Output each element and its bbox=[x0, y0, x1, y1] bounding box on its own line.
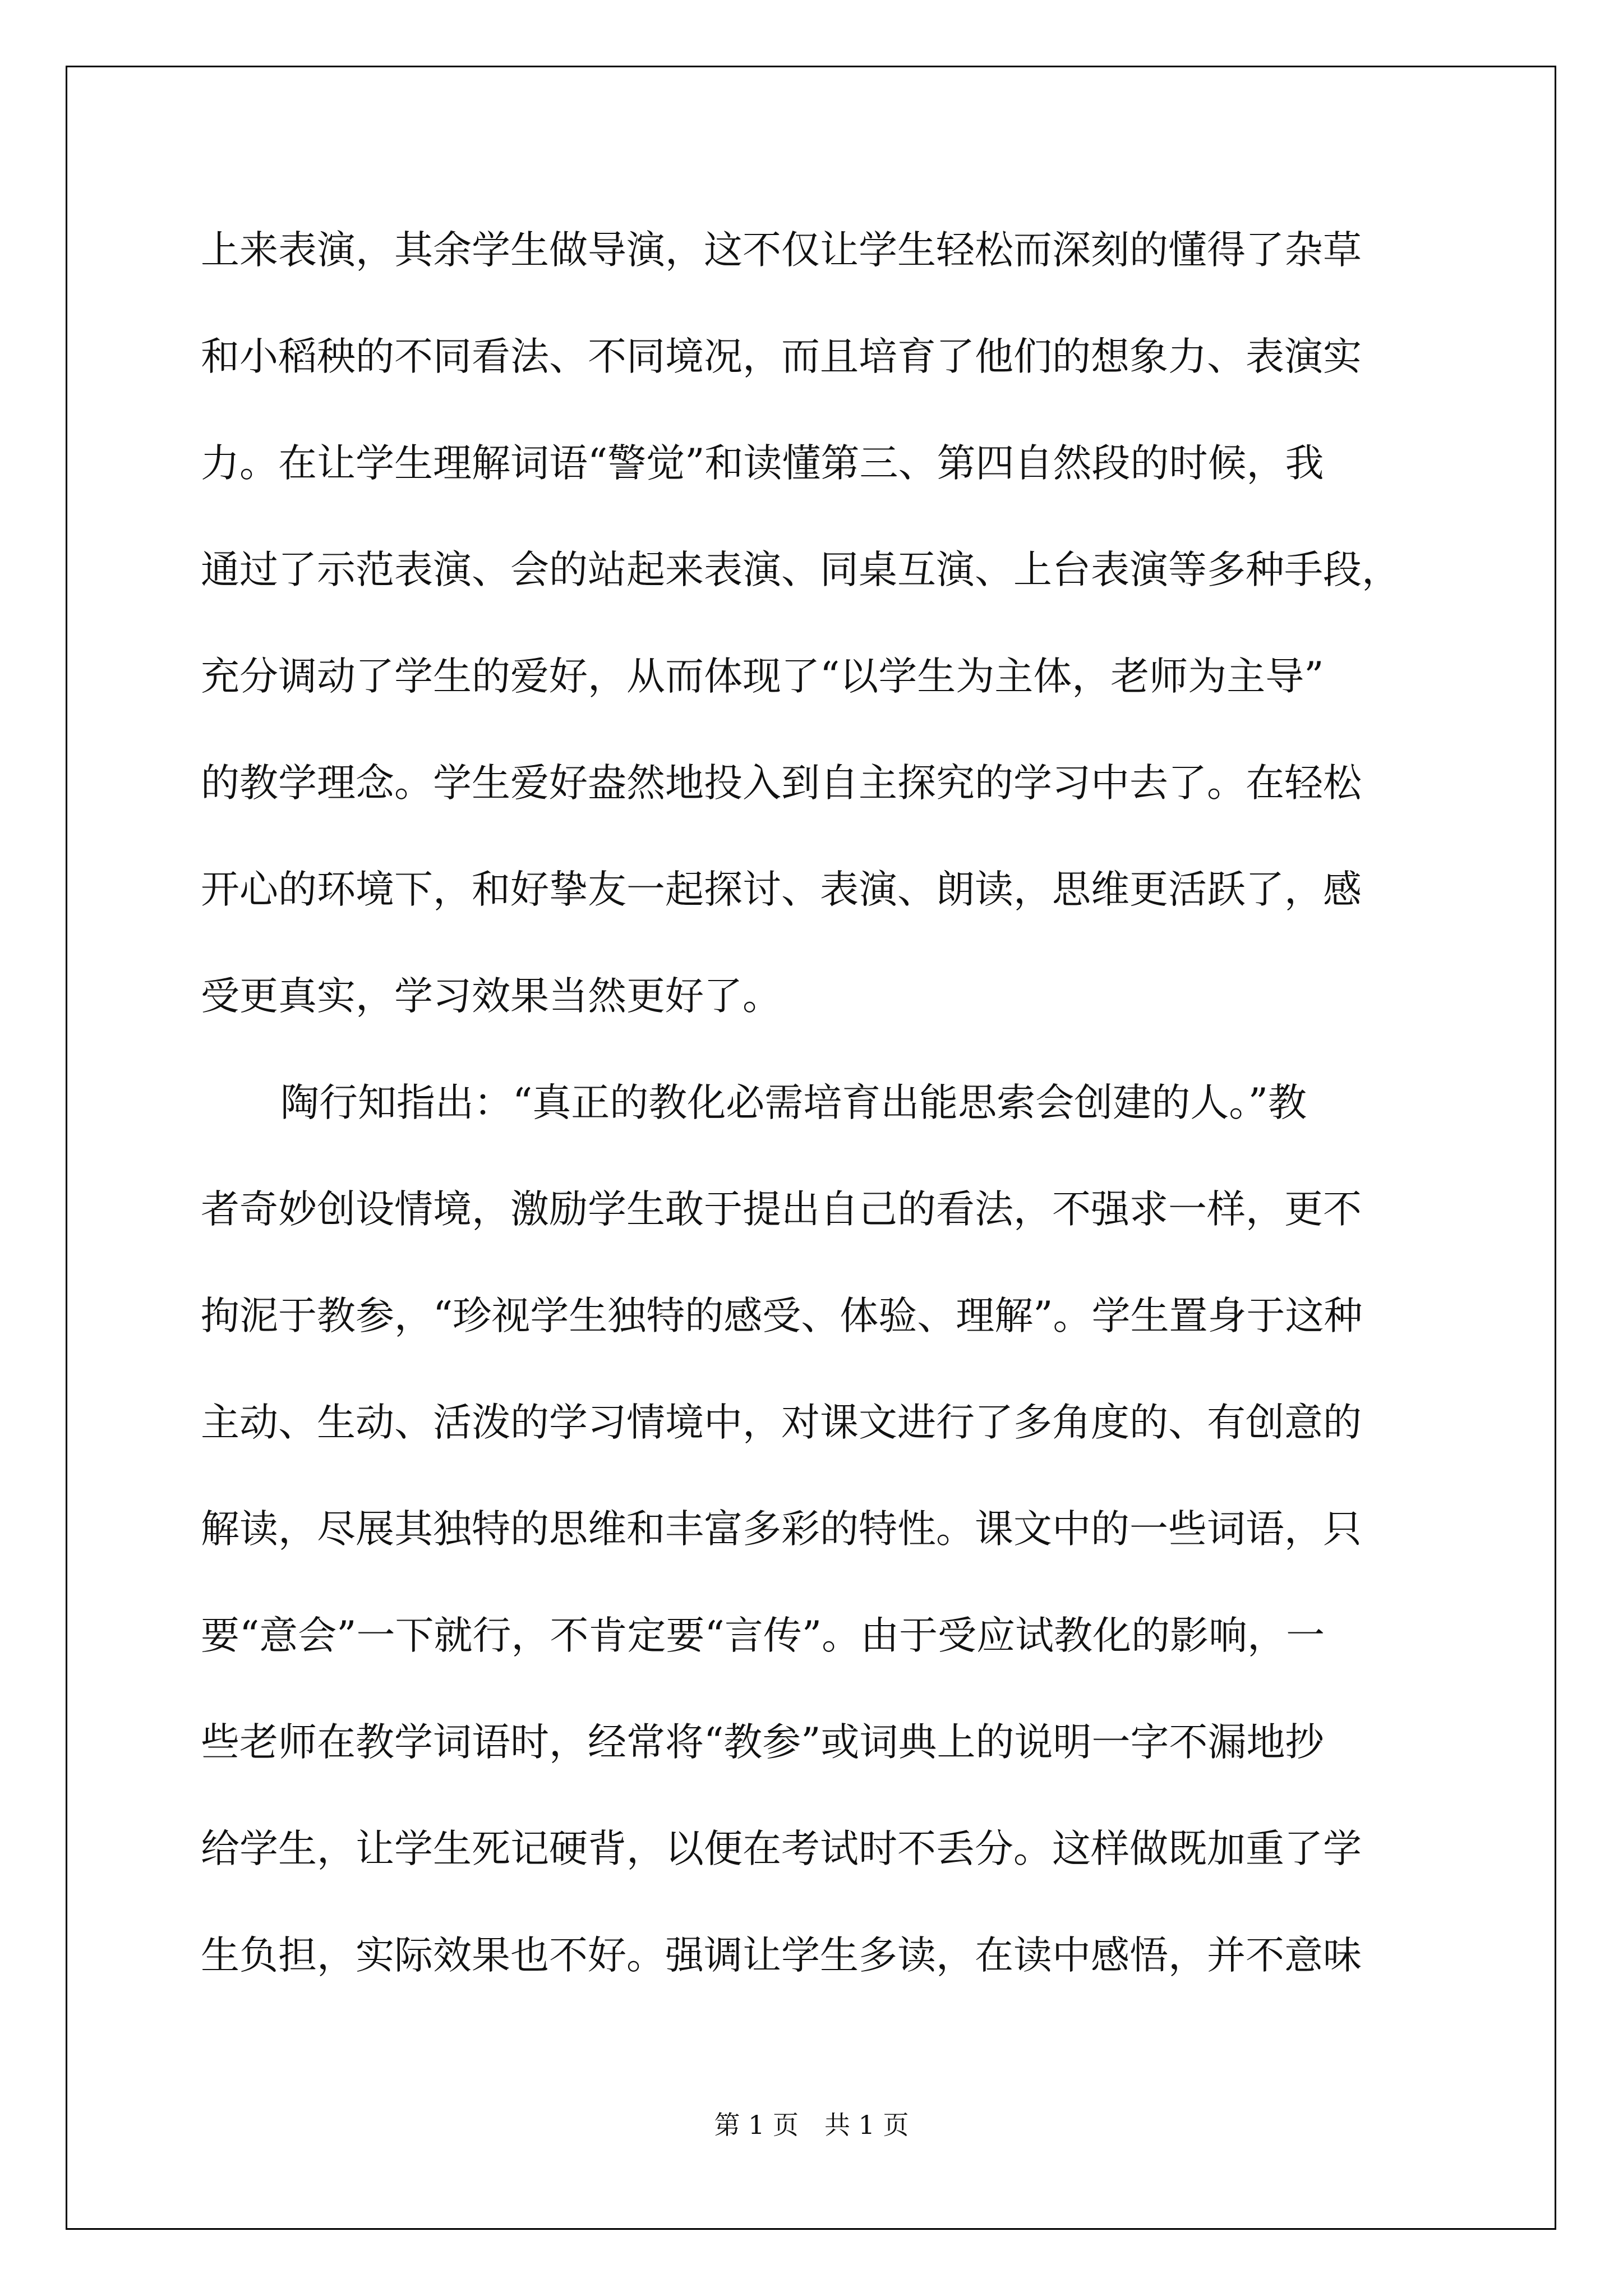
text-line: 者奇妙创设情境，激励学生敢于提出自己的看法，不强求一样，更不 bbox=[201, 1187, 1362, 1232]
text-line: 上来表演，其余学生做导演，这不仅让学生轻松而深刻的懂得了杂草 bbox=[201, 228, 1362, 273]
text-line: 的教学理念。学生爱好盎然地投入到自主探究的学习中去了。在轻松 bbox=[201, 761, 1362, 806]
text-line: 受更真实，学习效果当然更好了。 bbox=[201, 974, 781, 1019]
text-line: 主动、生动、活泼的学习情境中，对课文进行了多角度的、有创意的 bbox=[201, 1400, 1362, 1445]
page-number: 第 1 页 共 1 页 bbox=[714, 2110, 909, 2140]
text-line: 给学生，让学生死记硬背，以便在考试时不丢分。这样做既加重了学 bbox=[201, 1826, 1362, 1871]
text-line: 充分调动了学生的爱好，从而体现了“以学生为主体，老师为主导” bbox=[201, 654, 1324, 699]
paragraph-first-line: 陶行知指出：“真正的教化必需培育出能思索会创建的人。”教 bbox=[280, 1080, 1307, 1125]
text-line: 和小稻秧的不同看法、不同境况，而且培育了他们的想象力、表演实 bbox=[201, 334, 1362, 379]
text-line: 力。在让学生理解词语“警觉”和读懂第三、第四自然段的时候，我 bbox=[201, 441, 1324, 486]
text-line: 解读，尽展其独特的思维和丰富多彩的特性。课文中的一些词语，只 bbox=[201, 1507, 1362, 1552]
text-line: 开心的环境下，和好挚友一起探讨、表演、朗读，思维更活跃了，感 bbox=[201, 867, 1362, 912]
text-line: 通过了示范表演、会的站起来表演、同桌互演、上台表演等多种手段， bbox=[201, 547, 1400, 592]
text-line: 生负担，实际效果也不好。强调让学生多读，在读中感悟，并不意味 bbox=[201, 1933, 1362, 1978]
text-line: 拘泥于教参，“珍视学生独特的感受、体验、理解”。学生置身于这种 bbox=[201, 1294, 1363, 1338]
page-border bbox=[66, 66, 1556, 2230]
text-line: 些老师在教学词语时，经常将“教参”或词典上的说明一字不漏地抄 bbox=[201, 1720, 1324, 1765]
text-line: 要“意会”一下就行，不肯定要“言传”。由于受应试教化的影响，一 bbox=[201, 1613, 1325, 1658]
